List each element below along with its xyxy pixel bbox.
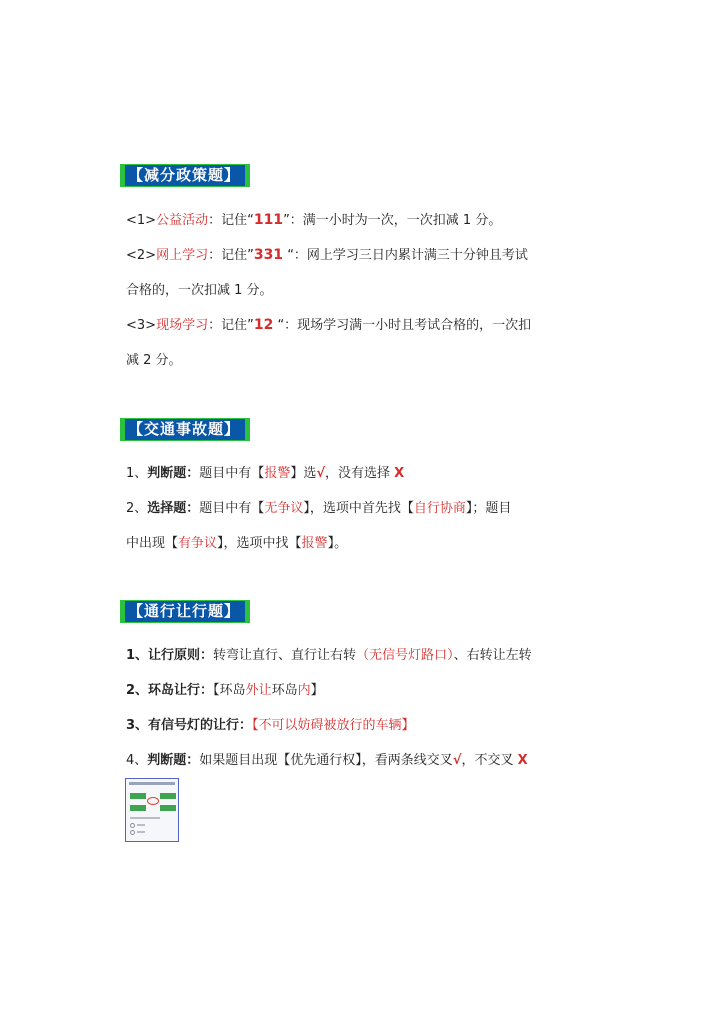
road-diagram-thumbnail-icon[interactable] — [125, 778, 179, 842]
thumbnail-text — [130, 817, 160, 819]
list-item: 3、有信号灯的让行：【不可以妨碍被放行的车辆】 — [126, 718, 415, 733]
option-dot — [130, 823, 135, 828]
list-item: 中出现【有争议】，选项中找【报警】。 — [126, 536, 348, 551]
section-deduction-policy — [120, 164, 610, 187]
mark-circle — [147, 797, 159, 805]
section-traffic-accident — [120, 418, 610, 441]
list-item: <1>公益活动：记住“111”：满一小时为一次，一次扣减 1 分。 — [126, 212, 502, 228]
road-block — [130, 793, 146, 799]
thumbnail-header — [129, 782, 175, 785]
section-heading: 【交通事故题】 — [120, 418, 250, 441]
thumbnail-text — [137, 824, 145, 826]
thumbnail-text — [137, 831, 145, 833]
list-item: 1、判断题：题目中有【报警】选√，没有选择 X — [126, 466, 405, 481]
list-item: 2、选择题：题目中有【无争议】，选项中首先找【自行协商】；题目 — [126, 501, 512, 516]
road-block — [160, 793, 176, 799]
section-heading: 【减分政策题】 — [120, 164, 250, 187]
list-item: 4、判断题：如果题目出现【优先通行权】，看两条线交叉√，不交叉 X — [126, 753, 528, 768]
list-item: 合格的，一次扣减 1 分。 — [126, 283, 273, 298]
section-heading: 【通行让行题】 — [120, 600, 250, 623]
section-right-of-way — [120, 600, 610, 623]
list-item: 2、环岛让行：【环岛外让环岛内】 — [126, 683, 324, 698]
road-block — [130, 805, 146, 811]
list-item: <3>现场学习：记住”12 “：现场学习满一小时且考试合格的，一次扣 — [126, 317, 532, 333]
road-block — [160, 805, 176, 811]
list-item: 减 2 分。 — [126, 353, 182, 368]
list-item: 1、让行原则：转弯让直行、直行让右转（无信号灯路口）、右转让左转 — [126, 648, 532, 663]
list-item: <2>网上学习：记住”331 “：网上学习三日内累计满三十分钟且考试 — [126, 247, 528, 263]
option-dot — [130, 830, 135, 835]
